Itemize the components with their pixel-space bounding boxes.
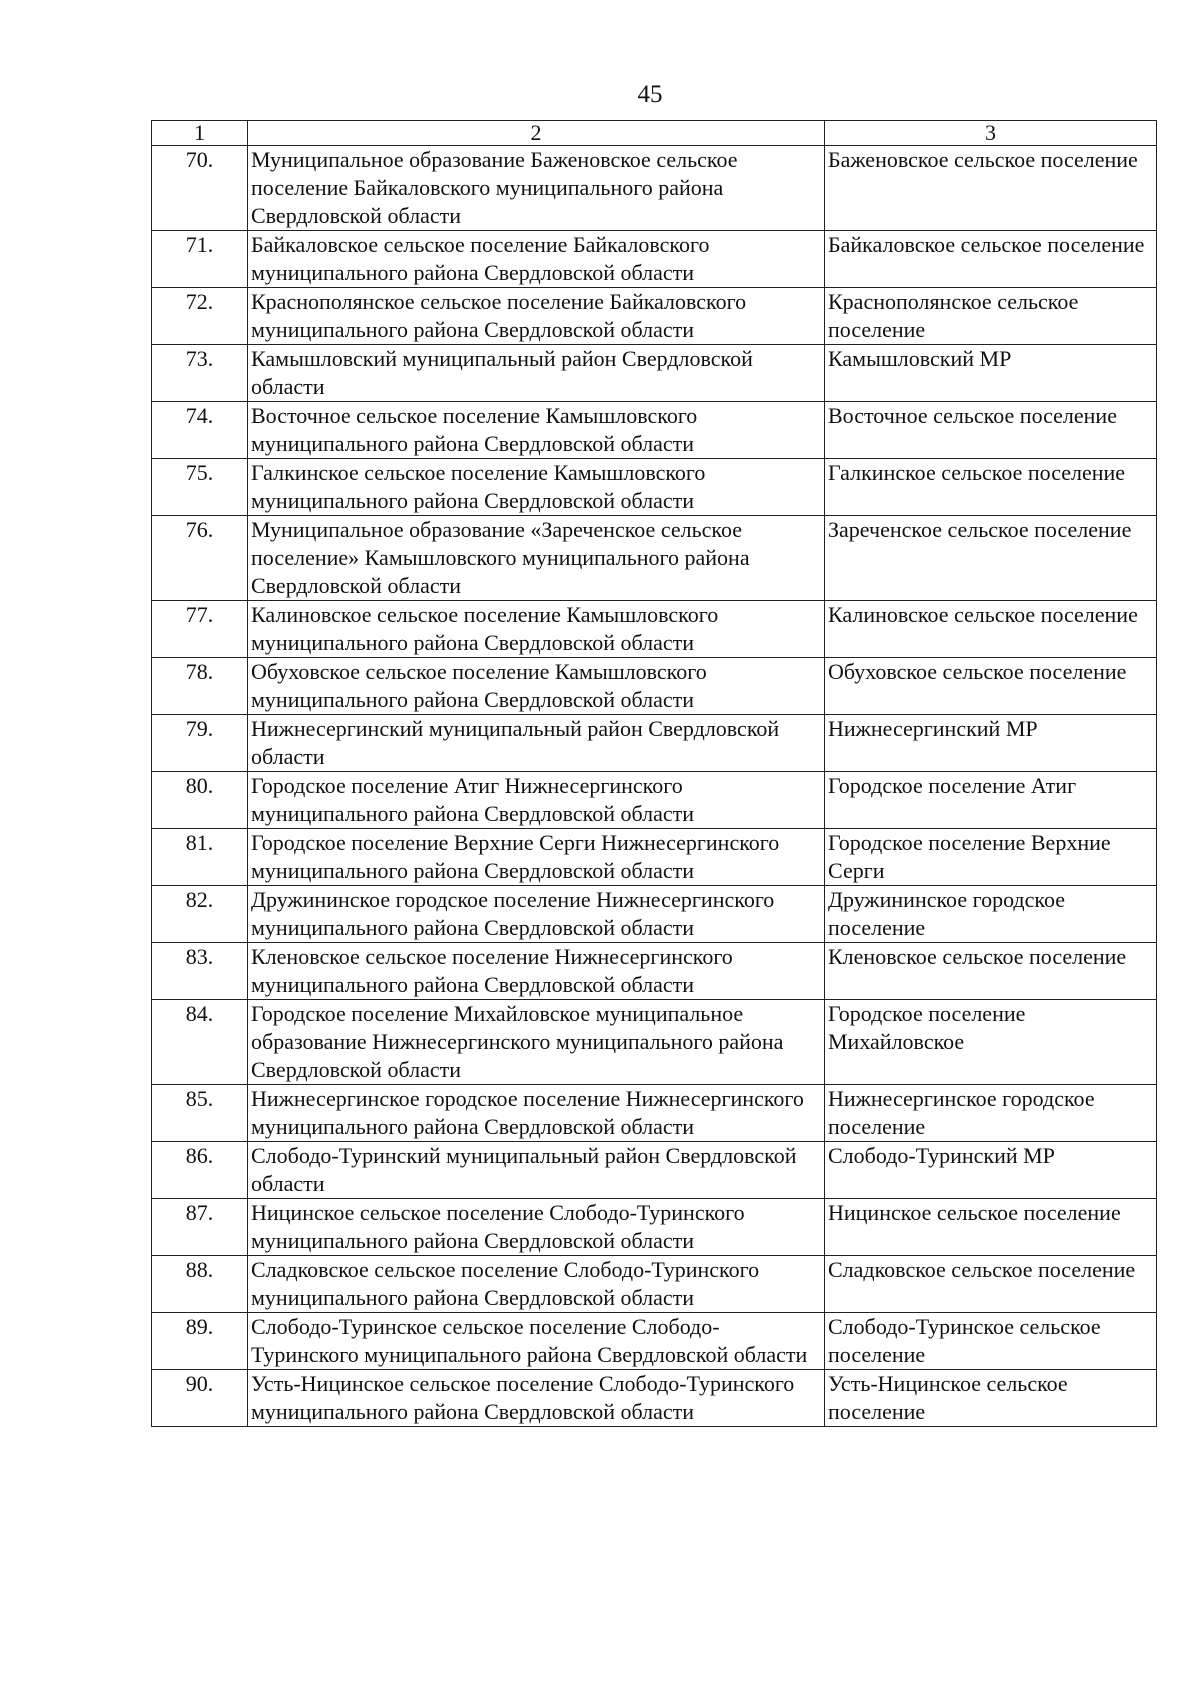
short-name: Краснополянское сельское поселение [825, 288, 1157, 345]
row-number: 73. [152, 345, 248, 402]
short-name: Галкинское сельское поселение [825, 459, 1157, 516]
table-row [152, 601, 1157, 658]
short-name: Калиновское сельское поселение [825, 601, 1157, 658]
row-number: 86. [152, 1142, 248, 1199]
full-name: Ницинское сельское поселение Слободо-Туринского муниципального района Свердловской области [248, 1199, 825, 1256]
full-name: Муниципальное образование «Зареченское сельское поселение» Камышловского муниципального района Свердловской области [248, 516, 825, 601]
table-row [152, 1000, 1157, 1085]
short-name: Камышловский МР [825, 345, 1157, 402]
column-header-3: 3 [825, 121, 1157, 146]
row-number: 87. [152, 1199, 248, 1256]
short-name: Нижнесергинское городское поселение [825, 1085, 1157, 1142]
full-name: Галкинское сельское поселение Камышловского муниципального района Свердловской области [248, 459, 825, 516]
table-row [152, 459, 1157, 516]
table-row [152, 146, 1157, 231]
short-name: Обуховское сельское поселение [825, 658, 1157, 715]
row-number: 83. [152, 943, 248, 1000]
short-name: Нижнесергинский МР [825, 715, 1157, 772]
table-row [152, 345, 1157, 402]
row-number: 84. [152, 1000, 248, 1085]
full-name: Муниципальное образование Баженовское сельское поселение Байкаловского муниципального района Свердловской области [248, 146, 825, 231]
full-name: Дружининское городское поселение Нижнесергинского муниципального района Свердловской области [248, 886, 825, 943]
short-name: Байкаловское сельское поселение [825, 231, 1157, 288]
row-number: 74. [152, 402, 248, 459]
table-row [152, 1313, 1157, 1370]
full-name: Нижнесергинский муниципальный район Свердловской области [248, 715, 825, 772]
row-number: 85. [152, 1085, 248, 1142]
table-row [152, 1085, 1157, 1142]
table-row [152, 402, 1157, 459]
full-name: Краснополянское сельское поселение Байкаловского муниципального района Свердловской области [248, 288, 825, 345]
short-name: Городское поселение Верхние Серги [825, 829, 1157, 886]
table-row [152, 829, 1157, 886]
row-number: 77. [152, 601, 248, 658]
table-row [152, 715, 1157, 772]
short-name: Слободо-Туринский МР [825, 1142, 1157, 1199]
table-row [152, 1142, 1157, 1199]
column-header-1: 1 [152, 121, 248, 146]
full-name: Городское поселение Верхние Серги Нижнесергинского муниципального района Свердловской области [248, 829, 825, 886]
full-name: Калиновское сельское поселение Камышловского муниципального района Свердловской области [248, 601, 825, 658]
row-number: 90. [152, 1370, 248, 1427]
row-number: 75. [152, 459, 248, 516]
short-name: Кленовское сельское поселение [825, 943, 1157, 1000]
short-name: Баженовское сельское поселение [825, 146, 1157, 231]
row-number: 70. [152, 146, 248, 231]
full-name: Городское поселение Атиг Нижнесергинского муниципального района Свердловской области [248, 772, 825, 829]
column-header-2: 2 [248, 121, 825, 146]
row-number: 82. [152, 886, 248, 943]
full-name: Камышловский муниципальный район Свердловской области [248, 345, 825, 402]
table-row [152, 943, 1157, 1000]
short-name: Восточное сельское поселение [825, 402, 1157, 459]
full-name: Байкаловское сельское поселение Байкаловского муниципального района Свердловской области [248, 231, 825, 288]
table-row [152, 1370, 1157, 1427]
full-name: Кленовское сельское поселение Нижнесергинского муниципального района Свердловской области [248, 943, 825, 1000]
row-number: 81. [152, 829, 248, 886]
table-header-row [152, 121, 1157, 146]
full-name: Обуховское сельское поселение Камышловского муниципального района Свердловской области [248, 658, 825, 715]
table-row [152, 231, 1157, 288]
table-row [152, 1256, 1157, 1313]
short-name: Дружининское городское поселение [825, 886, 1157, 943]
short-name: Ницинское сельское поселение [825, 1199, 1157, 1256]
full-name: Нижнесергинское городское поселение Нижнесергинского муниципального района Свердловской области [248, 1085, 825, 1142]
table-row [152, 1199, 1157, 1256]
row-number: 88. [152, 1256, 248, 1313]
row-number: 78. [152, 658, 248, 715]
row-number: 89. [152, 1313, 248, 1370]
row-number: 79. [152, 715, 248, 772]
full-name: Городское поселение Михайловское муниципальное образование Нижнесергинского муниципального района Свердловской области [248, 1000, 825, 1085]
short-name: Сладковское сельское поселение [825, 1256, 1157, 1313]
full-name: Слободо-Туринский муниципальный район Свердловской области [248, 1142, 825, 1199]
short-name: Городское поселение Михайловское [825, 1000, 1157, 1085]
short-name: Усть-Ницинское сельское поселение [825, 1370, 1157, 1427]
table-row [152, 772, 1157, 829]
full-name: Слободо-Туринское сельское поселение Слободо-Туринского муниципального района Свердловской области [248, 1313, 825, 1370]
row-number: 71. [152, 231, 248, 288]
full-name: Сладковское сельское поселение Слободо-Туринского муниципального района Свердловской области [248, 1256, 825, 1313]
municipalities-table [151, 120, 1157, 1427]
table-row [152, 516, 1157, 601]
short-name: Слободо-Туринское сельское поселение [825, 1313, 1157, 1370]
short-name: Зареченское сельское поселение [825, 516, 1157, 601]
short-name: Городское поселение Атиг [825, 772, 1157, 829]
page-number: 45 [637, 81, 663, 108]
table-row [152, 886, 1157, 943]
full-name: Усть-Ницинское сельское поселение Слободо-Туринского муниципального района Свердловской области [248, 1370, 825, 1427]
full-name: Восточное сельское поселение Камышловского муниципального района Свердловской области [248, 402, 825, 459]
table-row [152, 658, 1157, 715]
row-number: 76. [152, 516, 248, 601]
row-number: 72. [152, 288, 248, 345]
table-row [152, 288, 1157, 345]
row-number: 80. [152, 772, 248, 829]
